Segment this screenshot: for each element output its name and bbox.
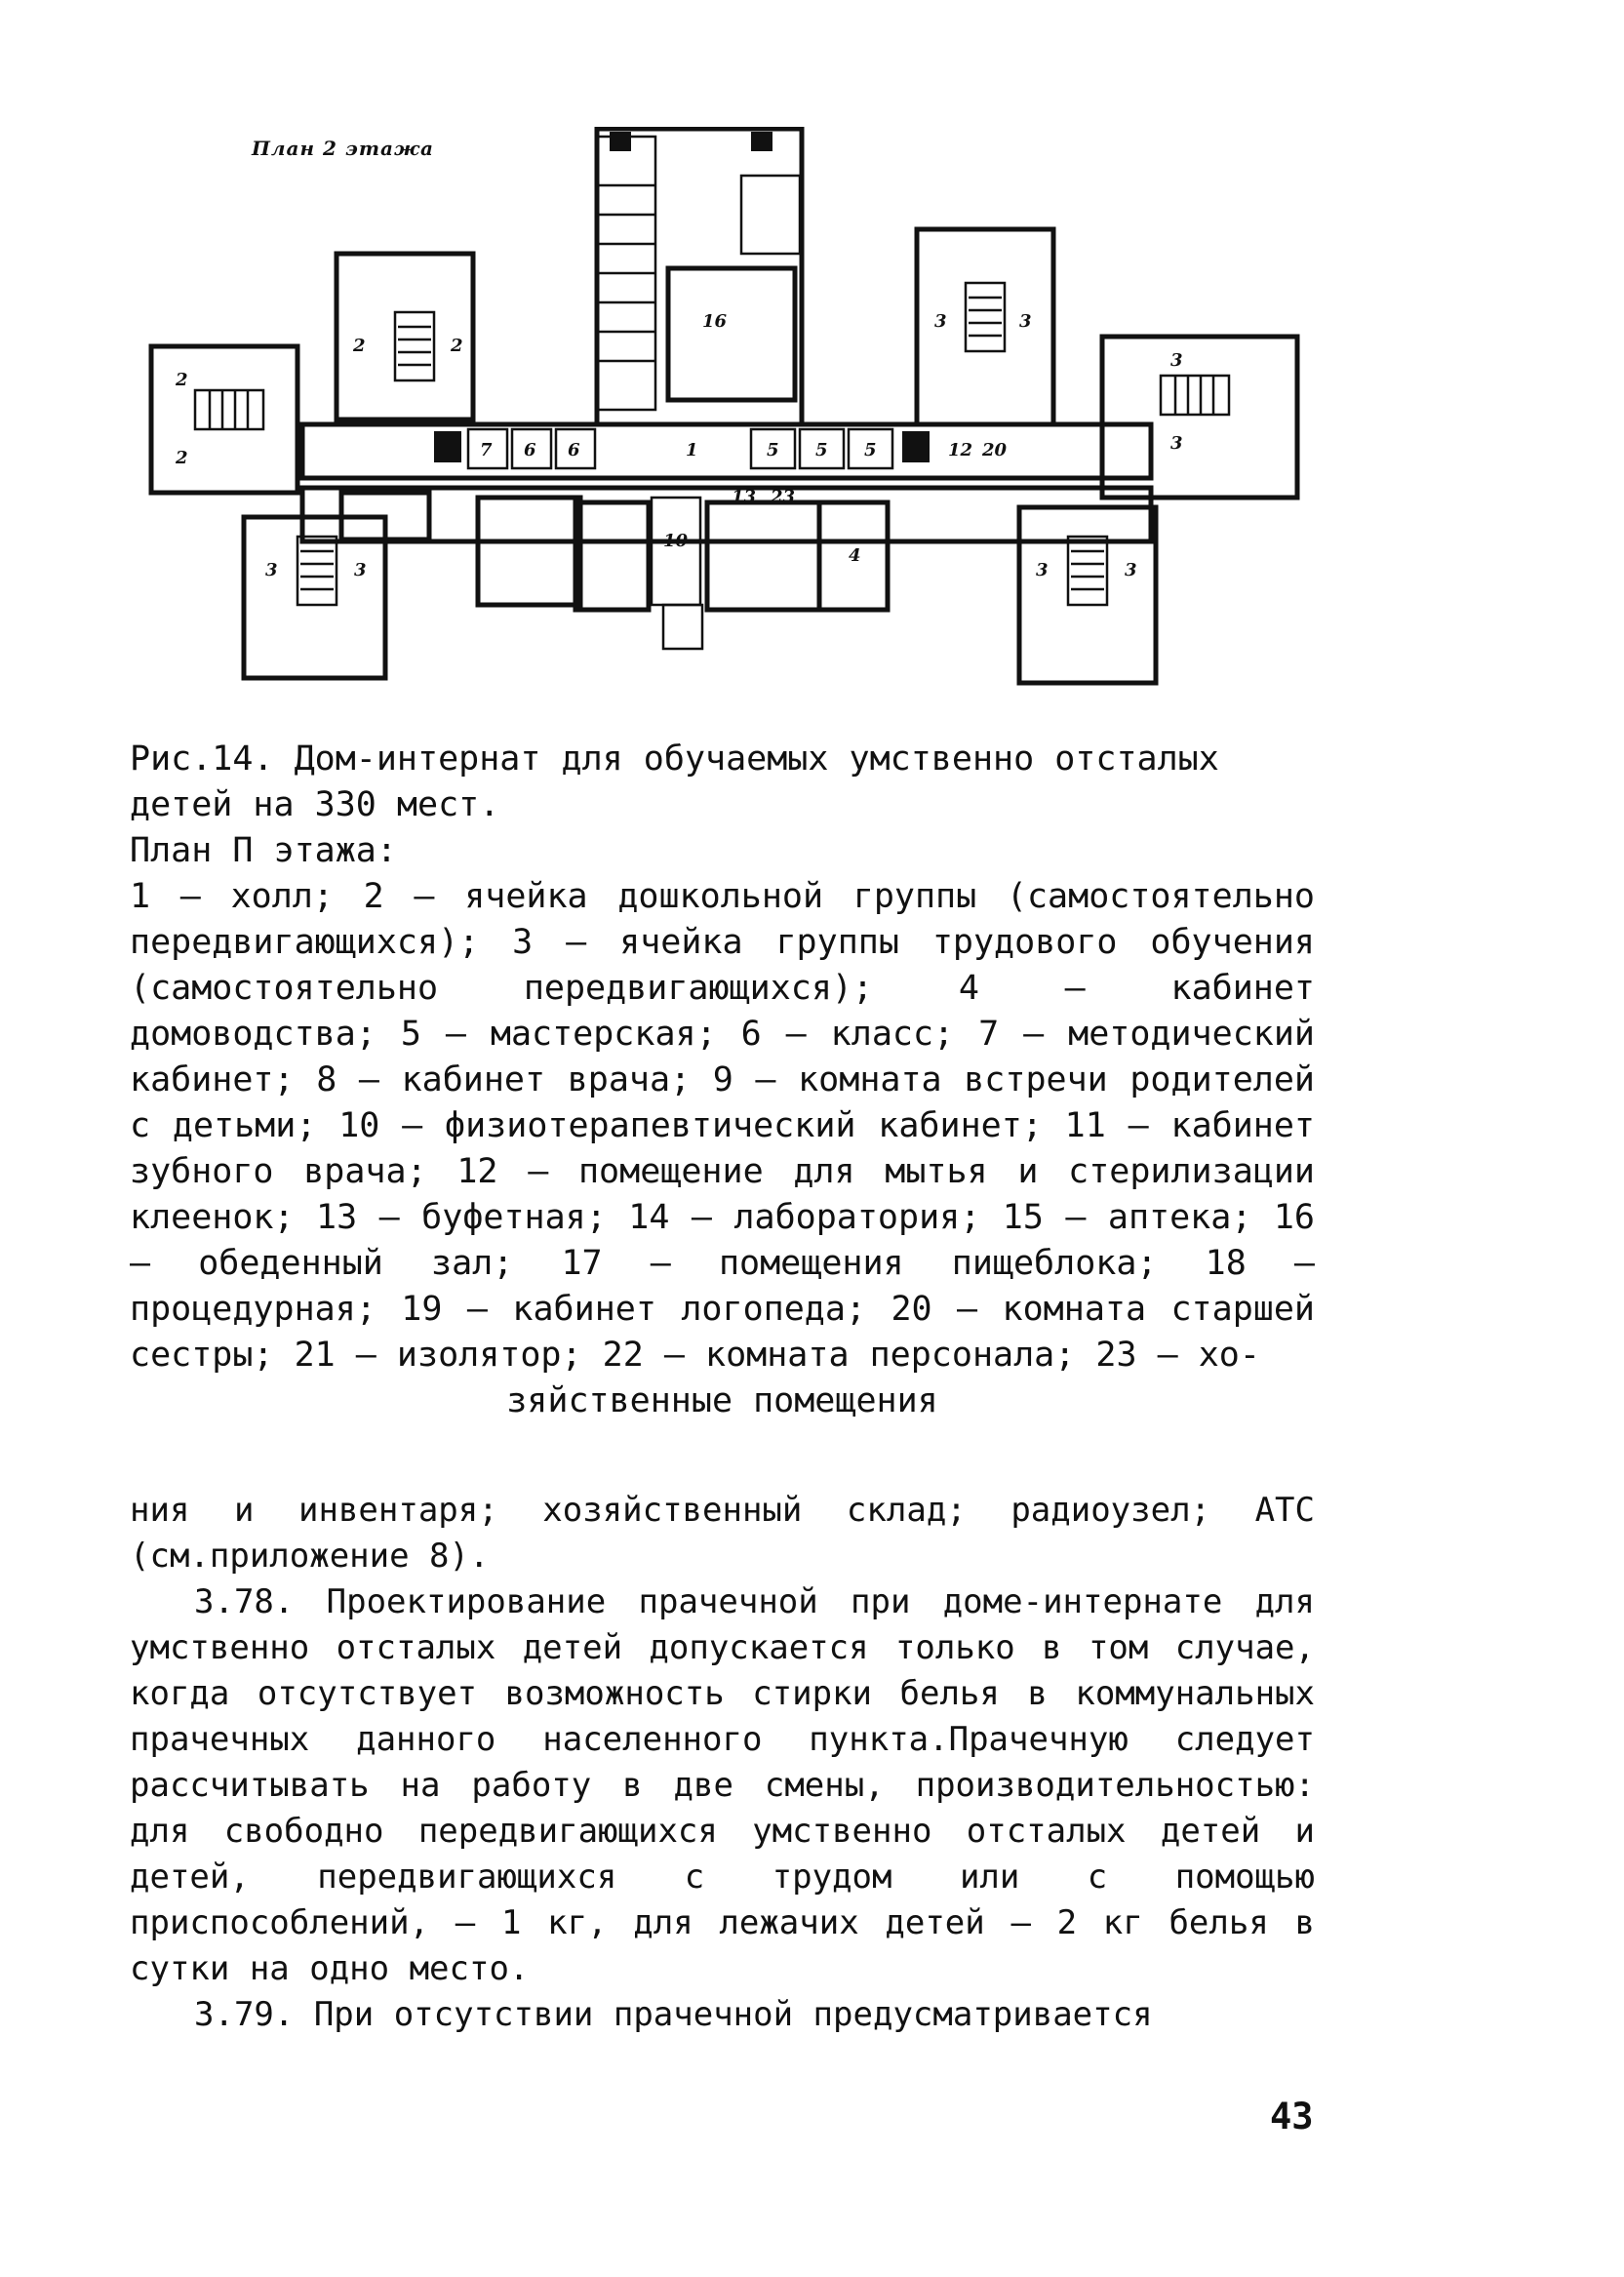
paragraph-continuation: ния и инвентаря; хозяйственный склад; радиоузел; АТС (см.приложение 8).	[130, 1491, 1315, 1576]
room-label: 3	[934, 311, 947, 332]
room-label: 16	[702, 311, 728, 332]
central-tower	[597, 129, 802, 424]
room-label: 5	[767, 440, 779, 460]
room-label: 1	[686, 440, 698, 460]
wing-far-right	[1102, 337, 1297, 498]
room-label: 3	[1170, 350, 1183, 371]
room-label: 6	[524, 440, 536, 460]
central-corridor	[302, 424, 1151, 478]
room-label: 5	[815, 440, 828, 460]
body-text	[130, 1488, 1315, 2038]
paragraph-3-78: 3.78. Проектирование прачечной при доме-интернате для умственно отсталых детей допускается только в том случае, когда отсутствует возможность стирки белья в коммунальных прачечных данного населенного пункта.Прачечную следует рассчитывать на работу в две смены, производительностью: для свободно передвигающихся умственно отсталых детей и детей, передвигающихся с трудом или с помощью приспособлений, – 1 кг, для лежачих детей – 2 кг белья в сутки на одно место.	[130, 1582, 1315, 1988]
room-label: 3	[1170, 433, 1183, 454]
room-label: 2	[176, 370, 188, 390]
caption-plan-line: План П этажа:	[130, 831, 397, 870]
stair-block	[902, 431, 930, 462]
caption-legend: 1 – холл; 2 – ячейка дошкольной группы (самостоятельно передвигающихся); 3 – ячейка группы трудового обучения (самостоятельно передвигающихся); 4 – кабинет домоводства; 5 – мастерская; 6 – класс; 7 – методический кабинет; 8 – кабинет врача; 9 – комната встречи родителей с детьми; 10 – физиотерапевтический кабинет; 11 – кабинет зубного врача; 12 – помещение для мытья и стерилизации клеенок; 13 – буфетная; 14 – лаборатория; 15 – аптека; 16 – обеденный зал; 17 – помещения пищеблока; 18 – процедурная; 19 – кабинет логопеда; 20 – комната старшей сестры; 21 – изолятор; 22 – комната персонала; 23 – хо-	[130, 877, 1315, 1375]
caption-title: Рис.14. Дом-интернат для обучаемых умственно отсталых	[130, 739, 1219, 779]
room-label: 13	[732, 487, 757, 507]
room-label: 3	[1019, 311, 1032, 332]
plan-title: План 2 этажа	[252, 137, 435, 160]
lower-block-right	[707, 502, 819, 610]
annex	[663, 605, 702, 649]
room-label: 3	[265, 560, 278, 580]
room-label: 23	[771, 487, 796, 507]
caption-title-cont: детей на 330 мест.	[130, 785, 500, 824]
room-label: 3	[1036, 560, 1049, 580]
room-label: 20	[982, 440, 1008, 460]
caption-legend-end: зяйственные помещения	[506, 1381, 938, 1420]
lower-block-center	[575, 502, 649, 610]
page-number: 43	[1270, 2096, 1314, 2137]
room-label: 10	[663, 531, 689, 551]
stair-block	[434, 431, 461, 462]
room-label: 4	[849, 545, 861, 566]
figure-caption	[130, 737, 1315, 1424]
stair-block	[751, 132, 772, 151]
paragraph-3-79: 3.79. При отсутствии прачечной предусматривается	[194, 1995, 1153, 2034]
lower-block-left	[478, 498, 580, 605]
lower-room-10	[652, 498, 700, 605]
room-label: 7	[480, 440, 493, 460]
room-label: 3	[1125, 560, 1137, 580]
floor-plan	[146, 127, 1317, 693]
stair-block	[610, 132, 631, 151]
room-label: 2	[451, 336, 463, 356]
wing-far-left	[151, 346, 297, 493]
room-label: 5	[864, 440, 877, 460]
room-label: 2	[176, 448, 188, 468]
dining-hall	[668, 268, 795, 400]
room-label: 2	[353, 336, 366, 356]
room-label: 12	[948, 440, 973, 460]
wing-lower-right	[1019, 507, 1156, 683]
room-label: 6	[568, 440, 580, 460]
room-label: 3	[354, 560, 367, 580]
